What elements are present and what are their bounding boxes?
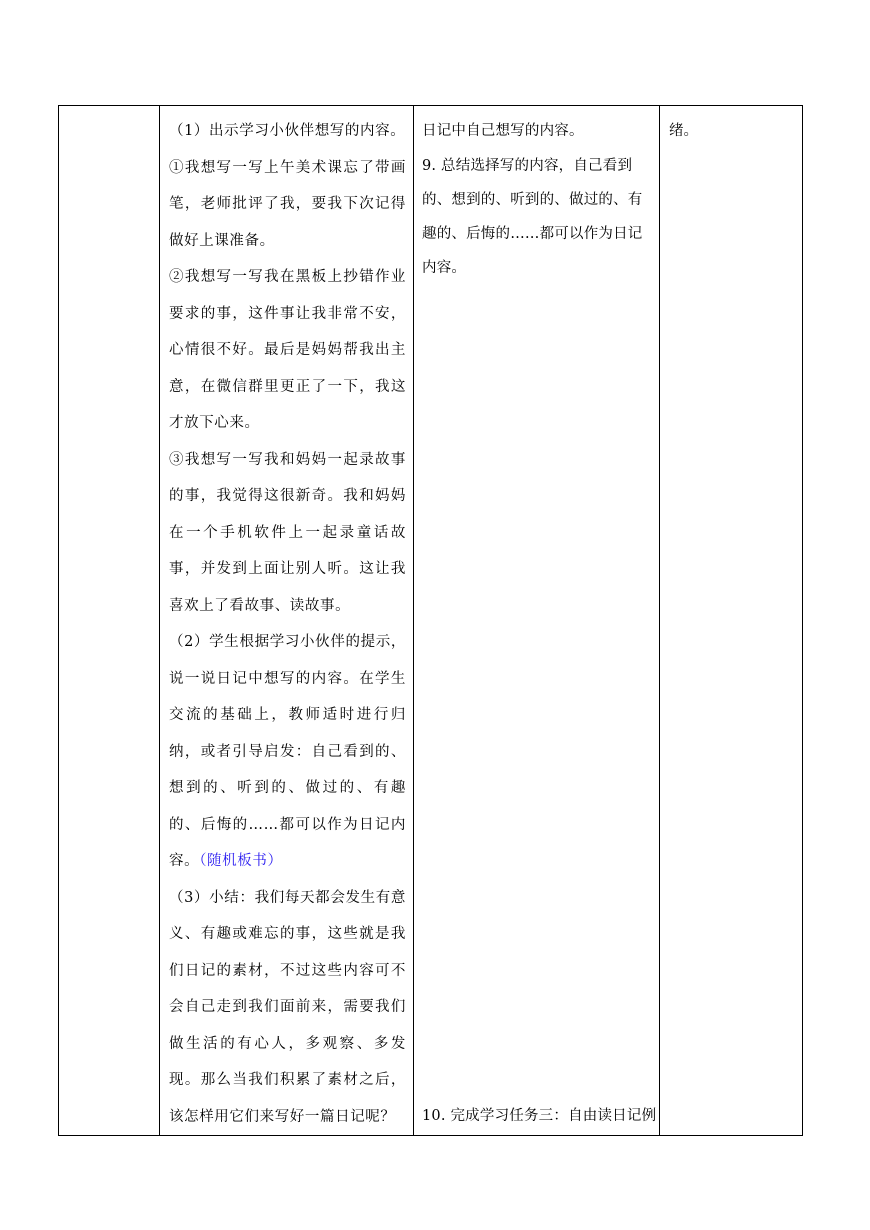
student-text-2: 9. 总结选择写的内容，自己看到的、想到的、听到的、做过的、有趣的、后悔的……都可以作为日记内容。 [422, 158, 643, 276]
step-3-summary: （3）小结：我们每天都会发生有意义、有趣或难忘的事，这些就是我们日记的素材，不过这些内容可不会自己走到我们面前来，需要我们做生活的有心人，多观察、多发现。那么当我们积累了素材之后，该怎样用它们来写好一篇日记呢？ [169, 889, 406, 1125]
empty-cell [59, 106, 160, 1136]
example-3-text: ③我想写一写我和妈妈一起录故事的事，我觉得这很新奇。我和妈妈在一个手机软件上一起录童话故事，并发到上面让别人听。这让我喜欢上了看故事、读故事。 [169, 451, 406, 614]
step-1-text: （1）出示学习小伙伴想写的内容。 [169, 123, 406, 139]
teacher-activity-cell [160, 106, 414, 1136]
student-activity-cell [414, 106, 660, 1136]
student-text-3: 10. 完成学习任务三：自由读日记例 [422, 1108, 657, 1124]
intent-text: 绪。 [669, 123, 698, 139]
board-note: （随机板书） [199, 853, 283, 869]
step-2-text [169, 624, 406, 880]
step-2-main: （2）学生根据学习小伙伴的提示，说一说日记中想写的内容。在学生交流的基础上，教师适时进行归纳，或者引导启发：自己看到的、想到的、听到的、做过的、有趣的、后悔的……都可以作为日记内容。 [169, 634, 406, 869]
student-text-1: 日记中自己想写的内容。 [422, 123, 584, 139]
example-1-text: ①我想写一写上午美术课忘了带画笔，老师批评了我，要我下次记得做好上课准备。 [169, 159, 406, 249]
table-row [59, 106, 803, 1136]
example-2-text: ②我想写一写我在黑板上抄错作业要求的事，这件事让我非常不安，心情很不好。最后是妈妈帮我出主意，在微信群里更正了一下，我这才放下心来。 [169, 269, 406, 431]
lesson-plan-table [58, 105, 803, 1136]
intent-cell [660, 106, 803, 1136]
